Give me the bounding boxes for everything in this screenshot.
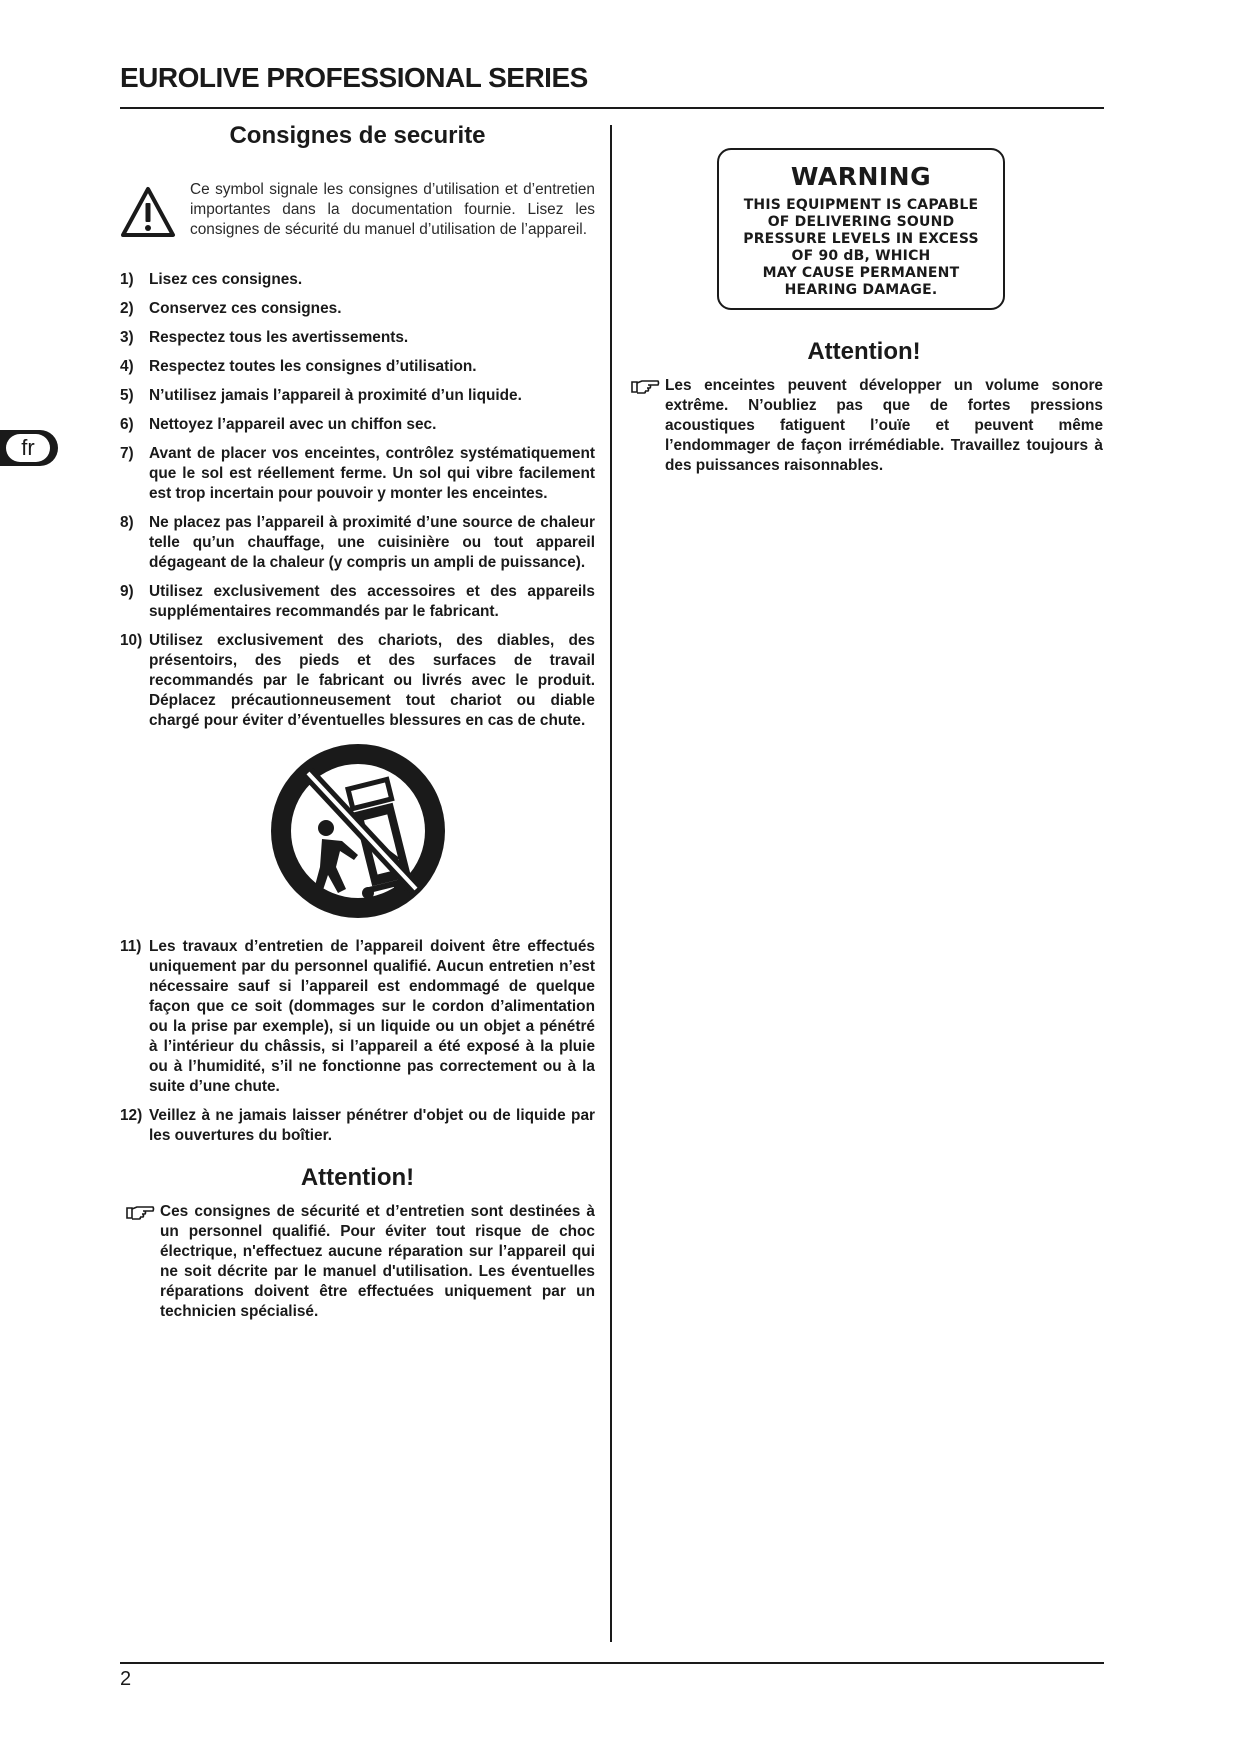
list-item xyxy=(120,386,595,406)
item-text: Conservez ces consignes. xyxy=(149,300,342,317)
item-number: 5) xyxy=(120,387,134,404)
warning-box-line: MAY CAUSE PERMANENT xyxy=(762,265,960,281)
item-number: 12) xyxy=(120,1107,143,1124)
item-number: 1) xyxy=(120,271,134,288)
attention-title: Attention! xyxy=(807,338,921,365)
footer-rule xyxy=(120,1662,1104,1664)
language-tab xyxy=(0,430,58,466)
list-item xyxy=(120,631,595,731)
item-text: Ne placez pas l’appareil à proximité d’une source de chaleur telle qu’un chauffage, une cuisinière ou tout appareil dégageant de la chaleur (y compris un ampli de puissance). xyxy=(149,514,595,571)
item-text: Respectez tous les avertissements. xyxy=(149,329,409,346)
warning-box-line: OF 90 dB, WHICH xyxy=(791,248,931,264)
warning-box-line: PRESSURE LEVELS IN EXCESS xyxy=(743,231,979,247)
safety-instructions-list-continued xyxy=(120,937,595,1146)
list-item xyxy=(120,582,595,622)
cart-warning-figure xyxy=(120,743,595,919)
item-number: 7) xyxy=(120,445,134,462)
item-number: 6) xyxy=(120,416,134,433)
item-number: 10) xyxy=(120,632,143,649)
item-text: Utilisez exclusivement des accessoires et des appareils supplémentaires recommandés par le fabricant. xyxy=(149,583,595,620)
attention-title: Attention! xyxy=(300,1164,415,1191)
warning-column xyxy=(625,148,1103,476)
warning-box-line: THIS EQUIPMENT IS CAPABLE xyxy=(743,197,979,213)
safety-column xyxy=(120,122,595,1322)
list-item xyxy=(120,328,595,348)
safety-title: Consignes de securite xyxy=(229,122,486,149)
item-number: 9) xyxy=(120,583,134,600)
item-number: 4) xyxy=(120,358,134,375)
item-number: 11) xyxy=(120,938,142,955)
safety-intro-text: Ce symbol signale les consignes d’utilisation et d’entretien importantes dans la documentation fournie. Lisez les consignes de sécurité du manuel d’utilisation de l’appareil. xyxy=(190,181,595,238)
item-number: 2) xyxy=(120,300,134,317)
item-number: 3) xyxy=(120,329,134,346)
item-number: 8) xyxy=(120,514,134,531)
item-text: Avant de placer vos enceintes, contrôlez systématiquement que le sol est réellement ferme. Un sol qui vibre facilement est trop incertain pour pouvoir y monter les enceintes. xyxy=(149,445,595,502)
language-tab-label: fr xyxy=(6,434,50,462)
pointing-hand-icon xyxy=(625,377,665,397)
attention-note xyxy=(120,1202,595,1322)
item-text: Lisez ces consignes. xyxy=(149,271,303,288)
header-rule xyxy=(120,107,1104,109)
cart-tip-over-warning-icon xyxy=(270,743,446,919)
pointing-hand-icon xyxy=(120,1203,160,1223)
document-header-title: EUROLIVE PROFESSIONAL SERIES xyxy=(120,62,588,93)
list-item xyxy=(120,444,595,504)
list-item xyxy=(120,299,595,319)
column-divider xyxy=(610,125,612,1642)
item-text: Nettoyez l’appareil avec un chiffon sec. xyxy=(149,416,437,433)
safety-intro xyxy=(120,180,595,240)
warning-box-line: HEARING DAMAGE. xyxy=(784,282,938,298)
item-text: Utilisez exclusivement des chariots, des diables, des présentoirs, des pieds et des surfaces de travail recommandés par le fabricant ou livrés avec le produit. Déplacez précautionneusement tout chariot ou diable chargé pour éviter d’éventuelles blessures en cas de chute. xyxy=(149,632,595,729)
warning-box-line: OF DELIVERING SOUND xyxy=(767,214,955,230)
list-item xyxy=(120,513,595,573)
list-item xyxy=(120,937,595,1097)
attention-text: Ces consignes de sécurité et d’entretien sont destinées à un personnel qualifié. Pour éviter tout risque de choc électrique, n'effectuez aucune réparation sur l’appareil qui ne soit décrite par le manuel d'utilisation. Les éventuelles réparations doivent être effectuées uniquement par un technicien spécialisé. xyxy=(160,1203,595,1320)
attention-note xyxy=(625,376,1103,476)
list-item xyxy=(120,1106,595,1146)
item-text: Respectez toutes les consignes d’utilisation. xyxy=(149,358,477,375)
list-item xyxy=(120,415,595,435)
warning-box-title: WARNING xyxy=(790,162,932,191)
page-number: 2 xyxy=(120,1668,132,1690)
list-item xyxy=(120,357,595,377)
item-text: Les travaux d’entretien de l’appareil doivent être effectués uniquement par du personnel qualifié. Aucun entretien n’est nécessaire sauf si l’appareil est endommagé de quelque façon que ce soit (dommages sur le cordon d’alimentation ou la prise par exemple), si un liquide ou un objet a pénétré à l’intérieur du châssis, si l’appareil a été exposé à la pluie ou à l’humidité, s’il ne fonctionne pas correctement ou à la suite d’une chute. xyxy=(149,938,595,1095)
warning-triangle-icon xyxy=(120,186,176,238)
safety-instructions-list xyxy=(120,270,595,731)
warning-box xyxy=(717,148,1005,310)
item-text: N’utilisez jamais l’appareil à proximité d’un liquide. xyxy=(149,387,522,404)
item-text: Veillez à ne jamais laisser pénétrer d'objet ou de liquide par les ouvertures du boîtier. xyxy=(149,1107,595,1144)
attention-text: Les enceintes peuvent développer un volume sonore extrême. N’oubliez pas que de fortes pressions acoustiques fatiguent l’ouïe et peuvent même l’endommager de façon irrémédiable. Travaillez toujours à des puissances raisonnables. xyxy=(665,377,1103,474)
list-item xyxy=(120,270,595,290)
